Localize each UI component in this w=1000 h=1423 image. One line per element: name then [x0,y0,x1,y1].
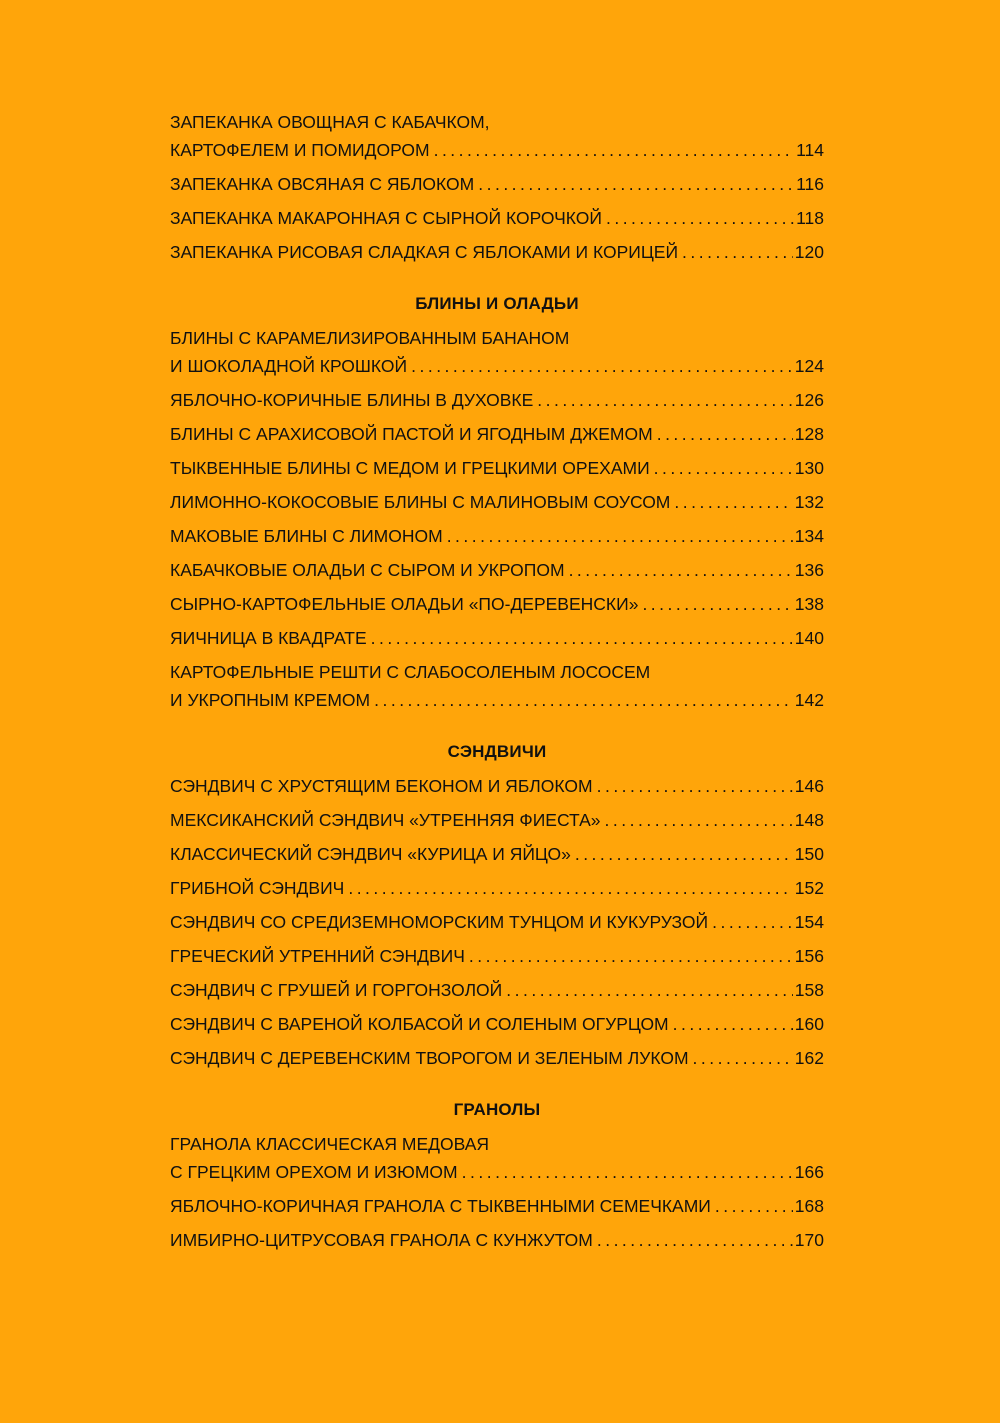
entry-title: КАБАЧКОВЫЕ ОЛАДЬИ С СЫРОМ И УКРОПОМ [170,560,565,580]
page-number: 154 [794,912,824,932]
toc-entry [170,840,824,868]
section-heading: ГРАНОЛЫ [453,1100,541,1119]
toc-entry [170,976,824,1004]
entry-line [170,1044,824,1072]
entry-line [170,1010,824,1038]
toc-entry [170,454,824,482]
entry-line [170,386,824,414]
page-number: 148 [794,810,824,830]
entry-title: И ШОКОЛАДНОЙ КРОШКОЙ [170,356,408,376]
entry-line [170,908,824,936]
page-number: 126 [794,390,824,410]
entry-line [170,136,824,164]
entry-title-line: ГРАНОЛА КЛАССИЧЕСКАЯ МЕДОВАЯ [170,1134,489,1154]
toc-entry [170,1044,824,1072]
dot-leader [374,686,793,714]
entry-title-line: БЛИНЫ С КАРАМЕЛИЗИРОВАННЫМ БАНАНОМ [170,328,570,348]
entry-line [170,170,824,198]
toc-entry [170,908,824,936]
entry-line [170,454,824,482]
dot-leader [605,806,793,834]
entry-line [170,420,824,448]
entry-title: ЯБЛОЧНО-КОРИЧНЫЕ БЛИНЫ В ДУХОВКЕ [170,390,534,410]
toc-entry [170,1192,824,1220]
entry-title: ГРИБНОЙ СЭНДВИЧ [170,878,345,898]
entry-title: ЗАПЕКАНКА РИСОВАЯ СЛАДКАЯ С ЯБЛОКАМИ И КОРИЦЕЙ [170,242,679,262]
entry-title-line: ЗАПЕКАНКА ОВОЩНАЯ С КАБАЧКОМ, [170,112,490,132]
page-number: 128 [794,424,824,444]
page-number: 132 [794,492,824,512]
entry-title: ЯБЛОЧНО-КОРИЧНАЯ ГРАНОЛА С ТЫКВЕННЫМИ СЕМЕЧКАМИ [170,1196,711,1216]
dot-leader [569,556,793,584]
page-number: 114 [796,140,824,160]
entry-line [170,488,824,516]
entry-line [170,874,824,902]
entry-title: СЭНДВИЧ С ХРУСТЯЩИМ БЕКОНОМ И ЯБЛОКОМ [170,776,593,796]
dot-leader [674,488,792,516]
entry-title: ЗАПЕКАНКА МАКАРОННАЯ С СЫРНОЙ КОРОЧКОЙ [170,208,602,228]
entry-line [170,840,824,868]
toc-entry [170,324,824,380]
toc-entry [170,874,824,902]
toc-entry [170,556,824,584]
toc-entry [170,1010,824,1038]
dot-leader [537,386,793,414]
entry-line [170,772,824,800]
section-heading: СЭНДВИЧИ [447,742,547,761]
dot-leader [462,1158,793,1186]
entry-title: СЭНДВИЧ СО СРЕДИЗЕМНОМОРСКИМ ТУНЦОМ И КУКУРУЗОЙ [170,912,709,932]
toc-entry [170,806,824,834]
entry-title: БЛИНЫ С АРАХИСОВОЙ ПАСТОЙ И ЯГОДНЫМ ДЖЕМОМ [170,424,653,444]
page-number: 140 [794,628,824,648]
entry-line [170,352,824,380]
dot-leader [478,170,794,198]
page-number: 116 [796,174,824,194]
dot-leader [654,454,793,482]
toc-entry [170,386,824,414]
entry-title: МЕКСИКАНСКИЙ СЭНДВИЧ «УТРЕННЯЯ ФИЕСТА» [170,810,601,830]
dot-leader [411,352,793,380]
entry-line [170,1226,824,1254]
entry-line [170,686,824,714]
page-number: 118 [796,208,824,228]
page-number: 134 [794,526,824,546]
dot-leader [715,1192,793,1220]
toc-section [170,108,824,266]
entry-title: СЫРНО-КАРТОФЕЛЬНЫЕ ОЛАДЬИ «ПО-ДЕРЕВЕНСКИ» [170,594,639,614]
page-number: 120 [794,242,824,262]
page-number: 170 [794,1230,824,1250]
entry-title: КЛАССИЧЕСКИЙ СЭНДВИЧ «КУРИЦА И ЯЙЦО» [170,844,571,864]
entry-line [170,1192,824,1220]
dot-leader [506,976,793,1004]
entry-title: ГРЕЧЕСКИЙ УТРЕННИЙ СЭНДВИЧ [170,946,465,966]
entry-title: ИМБИРНО-ЦИТРУСОВАЯ ГРАНОЛА С КУНЖУТОМ [170,1230,593,1250]
page-number: 158 [794,980,824,1000]
entry-title: СЭНДВИЧ С ДЕРЕВЕНСКИМ ТВОРОГОМ И ЗЕЛЕНЫМ ЛУКОМ [170,1048,689,1068]
dot-leader [371,624,793,652]
page-number: 124 [794,356,824,376]
toc-entry [170,204,824,232]
entry-title: СЭНДВИЧ С ГРУШЕЙ И ГОРГОНЗОЛОЙ [170,980,503,1000]
dot-leader [597,772,793,800]
toc-entry [170,108,824,164]
dot-leader [597,1226,793,1254]
entry-title: СЭНДВИЧ С ВАРЕНОЙ КОЛБАСОЙ И СОЛЕНЫМ ОГУРЦОМ [170,1014,669,1034]
section-heading: БЛИНЫ И ОЛАДЬИ [415,294,579,313]
toc-entry [170,590,824,618]
page-number: 146 [794,776,824,796]
toc-entry [170,658,824,714]
dot-leader [673,1010,793,1038]
toc-entry [170,170,824,198]
entry-title: ЛИМОННО-КОКОСОВЫЕ БЛИНЫ С МАЛИНОВЫМ СОУСОМ [170,492,671,512]
entry-line [170,522,824,550]
toc-entry [170,488,824,516]
entry-line [170,238,824,266]
entry-title: С ГРЕЦКИМ ОРЕХОМ И ИЗЮМОМ [170,1162,458,1182]
toc-entry [170,772,824,800]
page-number: 168 [794,1196,824,1216]
page-number: 156 [794,946,824,966]
toc-entry [170,522,824,550]
entry-line [170,942,824,970]
entry-line [170,556,824,584]
table-of-contents [170,108,824,1254]
page-number: 150 [794,844,824,864]
toc-entry [170,238,824,266]
dot-leader [657,420,793,448]
dot-leader [447,522,793,550]
page-number: 142 [794,690,824,710]
entry-title: КАРТОФЕЛЕМ И ПОМИДОРОМ [170,140,430,160]
entry-line [170,1158,824,1186]
toc-entry [170,1130,824,1186]
dot-leader [693,1044,793,1072]
dot-leader [606,204,794,232]
entry-title: МАКОВЫЕ БЛИНЫ С ЛИМОНОМ [170,526,443,546]
entry-title: И УКРОПНЫМ КРЕМОМ [170,690,371,710]
toc-entry [170,624,824,652]
toc-entry [170,420,824,448]
dot-leader [348,874,792,902]
toc-section [170,742,824,1072]
dot-leader [642,590,792,618]
dot-leader [712,908,793,936]
page-number: 136 [794,560,824,580]
page-number: 166 [794,1162,824,1182]
toc-section [170,1100,824,1254]
entry-line [170,976,824,1004]
entry-title: ЗАПЕКАНКА ОВСЯНАЯ С ЯБЛОКОМ [170,174,475,194]
page-number: 160 [794,1014,824,1034]
toc-section [170,294,824,714]
entry-line [170,806,824,834]
entry-title-line: КАРТОФЕЛЬНЫЕ РЕШТИ С СЛАБОСОЛЕНЫМ ЛОСОСЕМ [170,662,651,682]
entry-title: ТЫКВЕННЫЕ БЛИНЫ С МЕДОМ И ГРЕЦКИМИ ОРЕХАМИ [170,458,650,478]
entry-line [170,590,824,618]
toc-entry [170,1226,824,1254]
entry-line [170,624,824,652]
entry-line [170,204,824,232]
dot-leader [575,840,793,868]
page-number: 162 [794,1048,824,1068]
page-number: 152 [794,878,824,898]
page-number: 130 [794,458,824,478]
dot-leader [434,136,795,164]
page-number: 138 [794,594,824,614]
toc-entry [170,942,824,970]
dot-leader [682,238,793,266]
entry-title: ЯИЧНИЦА В КВАДРАТЕ [170,628,367,648]
dot-leader [469,942,793,970]
